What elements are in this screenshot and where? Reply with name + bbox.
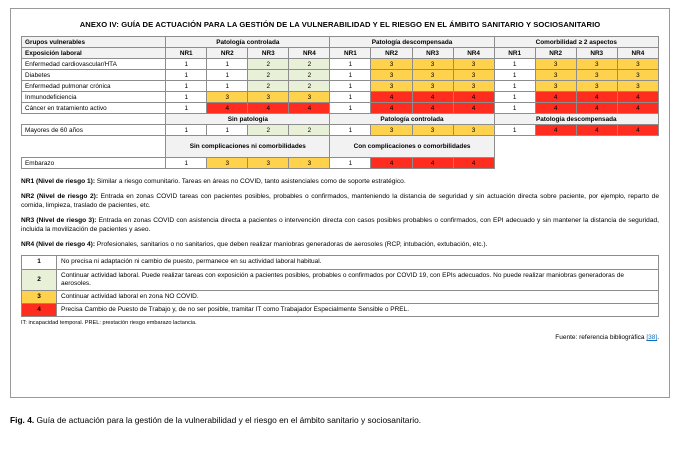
table-header-row-nr <box>22 48 659 59</box>
cell: 4 <box>576 103 617 114</box>
header-block-controlada: Patología controlada <box>166 37 330 48</box>
cell: 3 <box>453 81 494 92</box>
legend-row-3 <box>22 290 659 303</box>
cell: 4 <box>248 103 289 114</box>
cell: 1 <box>494 81 535 92</box>
legend-level-2: 2 <box>22 269 57 290</box>
source-period: . <box>657 334 659 342</box>
cell: 3 <box>576 59 617 70</box>
table-row <box>22 81 659 92</box>
cell: 1 <box>494 103 535 114</box>
cell: 3 <box>576 70 617 81</box>
cell: 3 <box>207 158 248 169</box>
legend-level-3: 3 <box>22 290 57 303</box>
cell: 4 <box>371 158 412 169</box>
figure-container <box>10 8 670 398</box>
cell: 4 <box>617 92 658 103</box>
header-age-descompensada: Patología descompensada <box>494 114 658 125</box>
header-nr2-a: NR2 <box>207 48 248 59</box>
note-nr4 <box>21 241 659 250</box>
cell: 3 <box>289 158 330 169</box>
header-nr1-a: NR1 <box>166 48 207 59</box>
cell: 4 <box>207 103 248 114</box>
cell: 4 <box>412 103 453 114</box>
table-row <box>22 59 659 70</box>
legend-text-4: Precisa Cambio de Puesto de Trabajo y, de no ser posible, tramitar IT como Trabajador Especialmente Sensible o PREL. <box>57 303 659 316</box>
cell: 3 <box>453 59 494 70</box>
cell: 4 <box>453 103 494 114</box>
row-label-inmunodeficiencia: Inmunodeficiencia <box>22 92 166 103</box>
legend-footnote: IT: incapacidad temporal. PREL: prestación riesgo embarazo lactancia. <box>21 320 197 327</box>
row-label-mayores-60: Mayores de 60 años <box>22 125 166 136</box>
cell: 1 <box>330 103 371 114</box>
cell: 1 <box>494 70 535 81</box>
header-age-controlada: Patología controlada <box>330 114 494 125</box>
cell: 3 <box>412 70 453 81</box>
cell: 4 <box>289 103 330 114</box>
cell: 2 <box>248 81 289 92</box>
cell: 3 <box>207 92 248 103</box>
header-nr1-c: NR1 <box>494 48 535 59</box>
cell: 2 <box>248 59 289 70</box>
cell: 1 <box>166 92 207 103</box>
source-label: Fuente: referencia bibliográfica <box>555 334 645 342</box>
cell: 1 <box>330 81 371 92</box>
row-label-cancer: Cáncer en tratamiento activo <box>22 103 166 114</box>
cell: 1 <box>330 92 371 103</box>
cell: 3 <box>371 70 412 81</box>
risk-matrix-table <box>21 36 659 169</box>
header-exposicion-laboral: Exposición laboral <box>22 48 166 59</box>
cell: 1 <box>166 70 207 81</box>
header-con-complicaciones: Con complicaciones o comorbilidades <box>330 136 494 158</box>
note-nr2-text: Entrada en zonas COVID tareas con pacientes posibles, probables o confirmados, manteniendo la distancia de seguridad y sin actuación directa sobre paciente, por ejemplo, reparto de comida, limpieza, traslado de pacientes, etc. <box>21 193 659 209</box>
figure-title: ANEXO IV: GUÍA DE ACTUACIÓN PARA LA GESTIÓN DE LA VULNERABILIDAD Y EL RIESGO EN EL ÁMBITO SANITARIO Y SOCIOSANITARIO <box>79 20 601 29</box>
age-header-row <box>22 114 659 125</box>
cell: 1 <box>330 125 371 136</box>
cell: 1 <box>330 70 371 81</box>
pregnancy-header-row <box>22 136 659 158</box>
source-line <box>21 334 659 341</box>
source-reference-link[interactable]: [38] <box>646 334 658 342</box>
header-nr2-c: NR2 <box>535 48 576 59</box>
cell: 1 <box>166 125 207 136</box>
legend-text-3: Continuar actividad laboral en zona NO COVID. <box>57 290 659 303</box>
cell: 1 <box>166 59 207 70</box>
cell: 1 <box>330 158 371 169</box>
note-nr3 <box>21 217 659 235</box>
cell: 1 <box>166 158 207 169</box>
note-nr4-text: Profesionales, sanitarios o no sanitarios, que deben realizar maniobras generadoras de aerosoles (RCP, intubación, extubación, etc.). <box>95 240 488 248</box>
cell: 2 <box>289 125 330 136</box>
table-row <box>22 70 659 81</box>
cell: 3 <box>453 125 494 136</box>
cell: 4 <box>535 103 576 114</box>
spacer <box>22 114 166 125</box>
row-label-cardiovascular: Enfermedad cardiovascular/HTA <box>22 59 166 70</box>
note-nr2-title: NR2 (Nivel de riesgo 2): <box>21 193 99 200</box>
cell: 3 <box>535 59 576 70</box>
row-label-pulmonar: Enfermedad pulmonar crónica <box>22 81 166 92</box>
table-row <box>22 92 659 103</box>
table-row <box>22 158 659 169</box>
legend-row-2 <box>22 269 659 290</box>
cell: 1 <box>207 70 248 81</box>
cell: 2 <box>248 70 289 81</box>
cell: 2 <box>289 59 330 70</box>
cell: 2 <box>289 70 330 81</box>
cell: 1 <box>207 81 248 92</box>
cell: 3 <box>535 70 576 81</box>
table-header-row-blocks <box>22 37 659 48</box>
row-label-diabetes: Diabetes <box>22 70 166 81</box>
cell: 4 <box>412 158 453 169</box>
cell: 1 <box>494 92 535 103</box>
legend-table <box>21 255 659 317</box>
cell: 3 <box>248 92 289 103</box>
table-row <box>22 103 659 114</box>
risk-level-notes <box>21 178 659 249</box>
cell: 4 <box>535 92 576 103</box>
cell: 3 <box>617 59 658 70</box>
cell: 1 <box>207 59 248 70</box>
note-nr1-text: Similar a riesgo comunitario. Tareas en áreas no COVID, tanto asistenciales como de soporte estratégico. <box>95 178 406 186</box>
cell: 2 <box>289 81 330 92</box>
cell: 1 <box>207 125 248 136</box>
cell: 3 <box>371 81 412 92</box>
spacer <box>494 136 658 158</box>
cell: 4 <box>371 92 412 103</box>
cell: 3 <box>617 81 658 92</box>
cell: 1 <box>330 59 371 70</box>
legend-row-1 <box>22 256 659 269</box>
table-row <box>22 125 659 136</box>
cell: 4 <box>412 92 453 103</box>
cell: 4 <box>576 125 617 136</box>
header-nr1-b: NR1 <box>330 48 371 59</box>
cell: 3 <box>371 125 412 136</box>
header-nr4-c: NR4 <box>617 48 658 59</box>
header-sin-patologia: Sin patología <box>166 114 330 125</box>
note-nr1 <box>21 178 659 187</box>
legend-text-2: Continuar actividad laboral. Puede realizar tareas con exposición a pacientes posibles, probables o confirmados por COVID 19, con EPIs adecuados. No puede realizar maniobras generadoras de aerosoles. <box>57 269 659 290</box>
cell: 4 <box>371 103 412 114</box>
cell: 3 <box>617 70 658 81</box>
cell: 4 <box>453 158 494 169</box>
header-nr2-b: NR2 <box>371 48 412 59</box>
cell: 3 <box>248 158 289 169</box>
header-nr4-b: NR4 <box>453 48 494 59</box>
figure-caption <box>10 415 670 426</box>
note-nr4-title: NR4 (Nivel de riesgo 4): <box>21 240 96 248</box>
note-nr1-title: NR1 (Nivel de riesgo 1): <box>21 178 96 186</box>
header-nr3-a: NR3 <box>248 48 289 59</box>
cell: 3 <box>535 81 576 92</box>
header-sin-complicaciones: Sin complicaciones ni comorbilidades <box>166 136 330 158</box>
header-grupos-vulnerables: Grupos vulnerables <box>22 37 166 48</box>
cell: 3 <box>412 59 453 70</box>
note-nr2 <box>21 193 659 211</box>
row-label-embarazo: Embarazo <box>22 158 166 169</box>
cell: 3 <box>371 59 412 70</box>
legend-text-1: No precisa ni adaptación ni cambio de puesto, permanece en su actividad laboral habitual. <box>57 256 659 269</box>
cell: 3 <box>412 81 453 92</box>
legend-row-4 <box>22 303 659 316</box>
header-nr3-b: NR3 <box>412 48 453 59</box>
spacer <box>494 158 658 169</box>
cell: 4 <box>453 92 494 103</box>
note-nr3-title: NR3 (Nivel de riesgo 3): <box>21 216 97 224</box>
spacer <box>22 136 166 158</box>
cell: 3 <box>576 81 617 92</box>
cell: 1 <box>166 103 207 114</box>
cell: 3 <box>453 70 494 81</box>
header-nr4-a: NR4 <box>289 48 330 59</box>
cell: 1 <box>494 59 535 70</box>
header-block-comorbilidad: Comorbilidad ≥ 2 aspectos <box>494 37 658 48</box>
legend-level-1: 1 <box>22 256 57 269</box>
cell: 4 <box>576 92 617 103</box>
cell: 4 <box>617 103 658 114</box>
cell: 2 <box>248 125 289 136</box>
header-block-descompensada: Patología descompensada <box>330 37 494 48</box>
note-nr3-text: Entrada en zonas COVID con asistencia directa a pacientes o intervención directa con casos posibles probables o confirmados, con EPI adecuado y sin mantener la distancia de seguridad, incluida la movilización de pacientes y aseo. <box>21 216 659 233</box>
cell: 4 <box>617 125 658 136</box>
cell: 4 <box>535 125 576 136</box>
cell: 3 <box>289 92 330 103</box>
figure-caption-text: Guía de actuación para la gestión de la vulnerabilidad y el riesgo en el ámbito sanitario y sociosanitario. <box>36 415 422 425</box>
header-nr3-c: NR3 <box>576 48 617 59</box>
cell: 3 <box>412 125 453 136</box>
figure-caption-label: Fig. 4. <box>10 415 35 425</box>
cell: 1 <box>166 81 207 92</box>
cell: 1 <box>494 125 535 136</box>
legend-level-4: 4 <box>22 303 57 316</box>
